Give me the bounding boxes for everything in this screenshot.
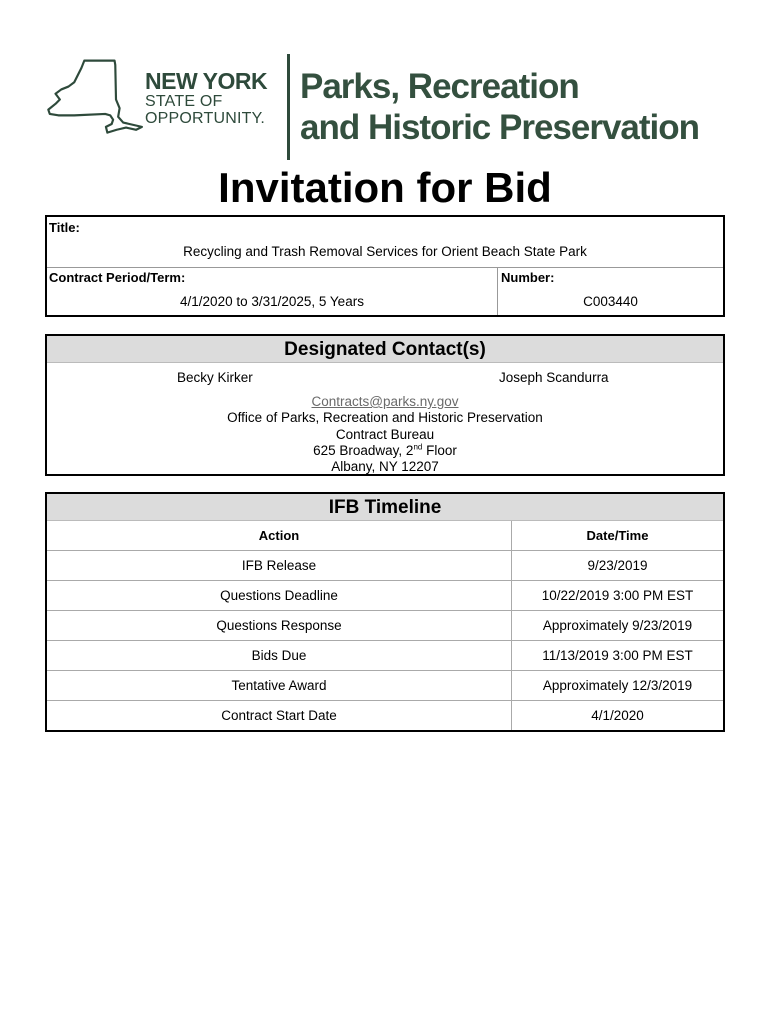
timeline-action: IFB Release [47, 551, 512, 581]
timeline-action: Questions Deadline [47, 581, 512, 611]
logo-divider [287, 54, 290, 160]
timeline-date: 11/13/2019 3:00 PM EST [512, 641, 724, 671]
timeline-date: Approximately 9/23/2019 [512, 611, 724, 641]
contract-number-value: C003440 [583, 294, 638, 309]
address-city: Albany, NY 12207 [331, 459, 439, 474]
timeline-table [47, 521, 723, 730]
logo-opportunity: OPPORTUNITY. [145, 110, 266, 127]
timeline-action: Contract Start Date [47, 701, 512, 731]
designated-contacts-box [45, 334, 725, 476]
table-row [47, 551, 723, 581]
column-header-date: Date/Time [512, 521, 724, 551]
ifb-timeline-box [45, 492, 725, 732]
timeline-date: 9/23/2019 [512, 551, 724, 581]
timeline-date: 4/1/2020 [591, 708, 644, 723]
table-row [47, 611, 723, 641]
divider [47, 267, 723, 268]
new-york-state-map-icon [44, 52, 144, 164]
logo-state-of: STATE OF [145, 93, 223, 110]
agency-name-line2: and Historic Preservation [300, 108, 700, 147]
address-street: 625 Broadway, 2nd Floor [313, 442, 457, 458]
table-row [47, 641, 723, 671]
address-office: Office of Parks, Recreation and Historic Preservation [227, 410, 543, 425]
contact-name: Becky Kirker [177, 370, 253, 385]
contact-name: Joseph Scandurra [499, 370, 609, 385]
contact-email-link[interactable]: Contracts@parks.ny.gov [311, 394, 459, 409]
column-header-action: Action [47, 521, 512, 551]
timeline-action: Tentative Award [47, 671, 512, 701]
agency-logo [44, 52, 734, 164]
table-header-row [47, 521, 723, 551]
contract-number-label: Number: [501, 270, 555, 285]
table-row [47, 701, 723, 731]
address-bureau: Contract Bureau [335, 427, 435, 442]
timeline-action: Bids Due [47, 641, 512, 671]
document-title: Invitation for Bid [218, 164, 552, 211]
contacts-heading: Designated Contact(s) [47, 336, 723, 363]
title-value: Recycling and Trash Removal Services for Orient Beach State Park [183, 244, 587, 259]
summary-box [45, 215, 725, 317]
timeline-date: 10/22/2019 3:00 PM EST [512, 581, 724, 611]
contract-period-label: Contract Period/Term: [49, 270, 186, 285]
table-row [47, 671, 723, 701]
timeline-date: Approximately 12/3/2019 [512, 671, 724, 701]
agency-name-line1: Parks, Recreation [300, 67, 579, 106]
timeline-heading: IFB Timeline [47, 494, 723, 521]
timeline-action: Questions Response [47, 611, 512, 641]
table-row [47, 581, 723, 611]
logo-state-name: NEW YORK [145, 68, 268, 94]
contract-period-value: 4/1/2020 to 3/31/2025, 5 Years [180, 294, 364, 309]
title-label: Title: [49, 220, 80, 235]
